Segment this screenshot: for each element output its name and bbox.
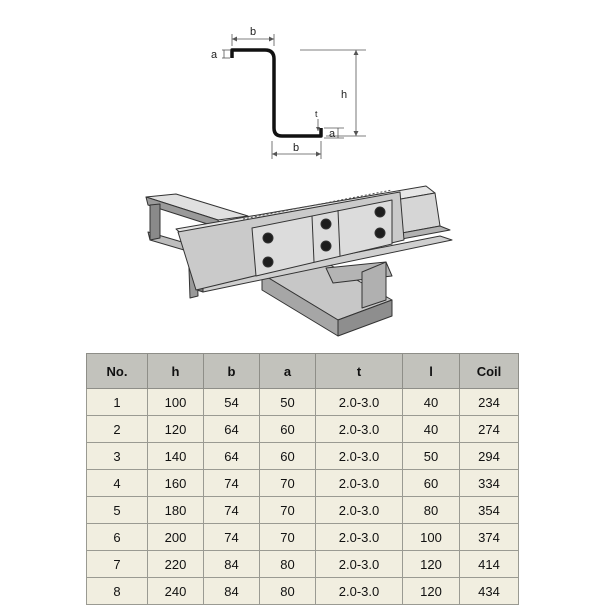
cell-l: 50 xyxy=(403,443,460,470)
label-a-bottom: a xyxy=(329,128,336,140)
cell-no: 1 xyxy=(87,389,148,416)
z-profile-outline xyxy=(232,50,321,136)
cell-l: 60 xyxy=(403,470,460,497)
column-header-h: h xyxy=(148,354,204,389)
table-row xyxy=(87,578,519,605)
cell-t: 2.0-3.0 xyxy=(316,443,403,470)
label-b-top: b xyxy=(250,26,257,38)
cell-b: 74 xyxy=(204,497,260,524)
bolt xyxy=(321,241,331,251)
cell-no: 4 xyxy=(87,470,148,497)
cell-no: 7 xyxy=(87,551,148,578)
column-header-a: a xyxy=(260,354,316,389)
label-a-top: a xyxy=(211,49,218,61)
cell-no: 5 xyxy=(87,497,148,524)
table-row xyxy=(87,524,519,551)
cell-t: 2.0-3.0 xyxy=(316,389,403,416)
cell-b: 84 xyxy=(204,551,260,578)
cell-t: 2.0-3.0 xyxy=(316,551,403,578)
column-header-b: b xyxy=(204,354,260,389)
cell-b: 64 xyxy=(204,416,260,443)
cell-l: 100 xyxy=(403,524,460,551)
bolt xyxy=(375,207,385,217)
cell-b: 84 xyxy=(204,578,260,605)
bolt xyxy=(263,233,273,243)
cell-a: 80 xyxy=(260,578,316,605)
cell-coil: 334 xyxy=(460,470,519,497)
cell-h: 220 xyxy=(148,551,204,578)
cell-a: 70 xyxy=(260,470,316,497)
cell-b: 64 xyxy=(204,443,260,470)
cell-h: 160 xyxy=(148,470,204,497)
table-row xyxy=(87,416,519,443)
label-h: h xyxy=(341,89,348,101)
cell-h: 240 xyxy=(148,578,204,605)
z-profile-section xyxy=(211,26,366,159)
cell-coil: 354 xyxy=(460,497,519,524)
label-b-bottom: b xyxy=(293,142,300,154)
cell-coil: 274 xyxy=(460,416,519,443)
bolt xyxy=(263,257,273,267)
cell-l: 120 xyxy=(403,578,460,605)
label-t: t xyxy=(315,109,318,119)
cell-a: 60 xyxy=(260,416,316,443)
bolt xyxy=(375,228,385,238)
cell-coil: 234 xyxy=(460,389,519,416)
cell-no: 2 xyxy=(87,416,148,443)
table-row xyxy=(87,389,519,416)
dimension-h xyxy=(300,50,366,136)
cell-a: 60 xyxy=(260,443,316,470)
cell-a: 50 xyxy=(260,389,316,416)
table-header-row xyxy=(87,354,519,389)
cell-b: 74 xyxy=(204,524,260,551)
cell-t: 2.0-3.0 xyxy=(316,524,403,551)
cell-coil: 434 xyxy=(460,578,519,605)
dimension-a-top xyxy=(222,50,230,58)
cell-h: 100 xyxy=(148,389,204,416)
cell-coil: 294 xyxy=(460,443,519,470)
cell-a: 70 xyxy=(260,524,316,551)
cell-t: 2.0-3.0 xyxy=(316,470,403,497)
cell-l: 120 xyxy=(403,551,460,578)
cell-coil: 374 xyxy=(460,524,519,551)
cell-no: 3 xyxy=(87,443,148,470)
cell-l: 40 xyxy=(403,389,460,416)
cell-a: 70 xyxy=(260,497,316,524)
cell-l: 40 xyxy=(403,416,460,443)
column-header-coil: Coil xyxy=(460,354,519,389)
cell-b: 54 xyxy=(204,389,260,416)
cell-h: 180 xyxy=(148,497,204,524)
table-row xyxy=(87,443,519,470)
cell-t: 2.0-3.0 xyxy=(316,497,403,524)
column-header-t: t xyxy=(316,354,403,389)
column-header-l: l xyxy=(403,354,460,389)
column-header-no: No. xyxy=(87,354,148,389)
cell-t: 2.0-3.0 xyxy=(316,578,403,605)
cell-h: 200 xyxy=(148,524,204,551)
table-row xyxy=(87,497,519,524)
cell-a: 80 xyxy=(260,551,316,578)
cell-t: 2.0-3.0 xyxy=(316,416,403,443)
cell-coil: 414 xyxy=(460,551,519,578)
spec-table xyxy=(86,353,519,605)
beam-assembly-illustration xyxy=(146,186,452,336)
cell-b: 74 xyxy=(204,470,260,497)
cell-no: 6 xyxy=(87,524,148,551)
cell-h: 140 xyxy=(148,443,204,470)
cell-h: 120 xyxy=(148,416,204,443)
table-row xyxy=(87,551,519,578)
cell-l: 80 xyxy=(403,497,460,524)
bolt xyxy=(321,219,331,229)
cell-no: 8 xyxy=(87,578,148,605)
table-row xyxy=(87,470,519,497)
